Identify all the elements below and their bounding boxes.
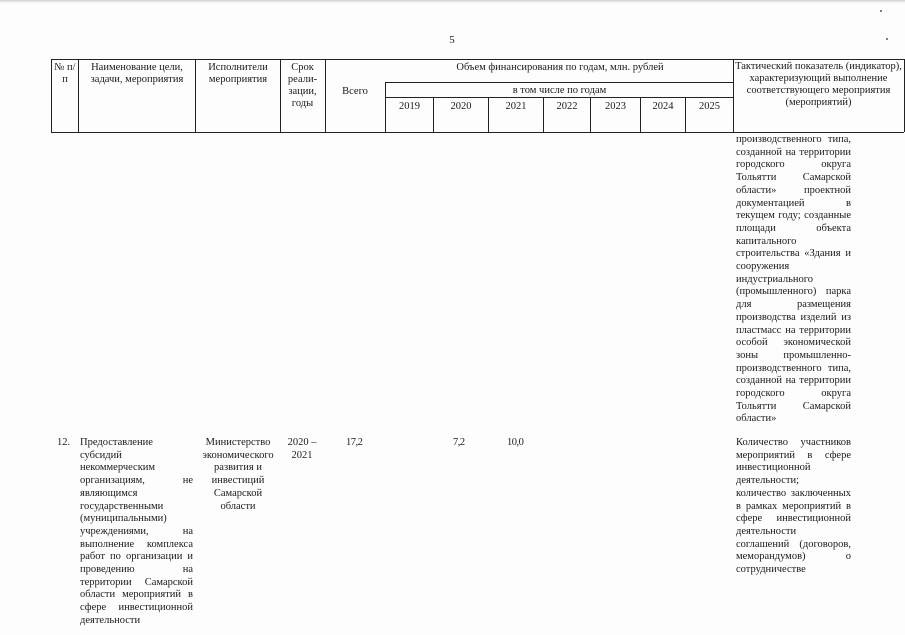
header-term: Срок реали-зации, годы	[287, 62, 318, 109]
header-year-2024: 2024	[652, 101, 674, 112]
header-by-years: в том числе по годам	[512, 85, 607, 96]
header-year-2019: 2019	[399, 101, 420, 112]
header-indicator: Тактический показатель (индикатор), характеризующий выполнение соответствующего мероприятия (мероприятий)	[735, 61, 902, 108]
row-12-total: 17,2	[346, 437, 363, 448]
header-name: Наименование цели, задачи, мероприятия	[90, 62, 184, 85]
header-year-2022: 2022	[556, 101, 578, 112]
page-number: 5	[449, 34, 455, 46]
row-12-indicator: Количество участников мероприятий в сфере инвестиционной деятельности; количество заключенных в рамках мероприятий в сфере инвестиционной деятельности соглашений (договоров, меморандумов) о сотрудничестве	[736, 437, 851, 576]
row-12-executor: Министерство экономического развития и инвестиций Самарской области	[202, 437, 274, 512]
row-12-2021: 10,0	[507, 437, 524, 448]
row-12-2020: 7,2	[453, 437, 465, 448]
header-funding: Объем финансирования по годам, млн. рублей	[456, 62, 664, 73]
row-12-name: Предоставление субсидий некоммерческим организациям, не являющимся государственными (муниципальными) учреждениями, на выполнение комплекса работ по организации и проведению на территории Самарской области мероприятий в сфере инвестиционной деятельности	[80, 437, 193, 626]
header-executor: Исполнители мероприятия	[208, 62, 268, 85]
previous-row-indicator-continuation: производственного типа, созданной на территории городского округа Тольятти Самарской области» проектной документацией в текущем году; созданные площади объекта капитального строительства «Здания и сооружения индустриального (промышленного) парка для размещения производства изделий из пластмасс на территории особой экономической зоны промышленно-производственного типа, созданной на территории городского округа Тольятти Самарской области»	[736, 134, 851, 425]
header-year-2023: 2023	[605, 101, 626, 112]
header-year-2021: 2021	[505, 101, 527, 112]
header-number: № п/п	[54, 62, 76, 85]
row-12-number: 12.	[57, 437, 71, 448]
header-total: Всего	[342, 86, 368, 97]
row-12-term: 2020 – 2021	[287, 437, 317, 461]
header-year-2020: 2020	[450, 101, 472, 112]
header-year-2025: 2025	[699, 101, 720, 112]
